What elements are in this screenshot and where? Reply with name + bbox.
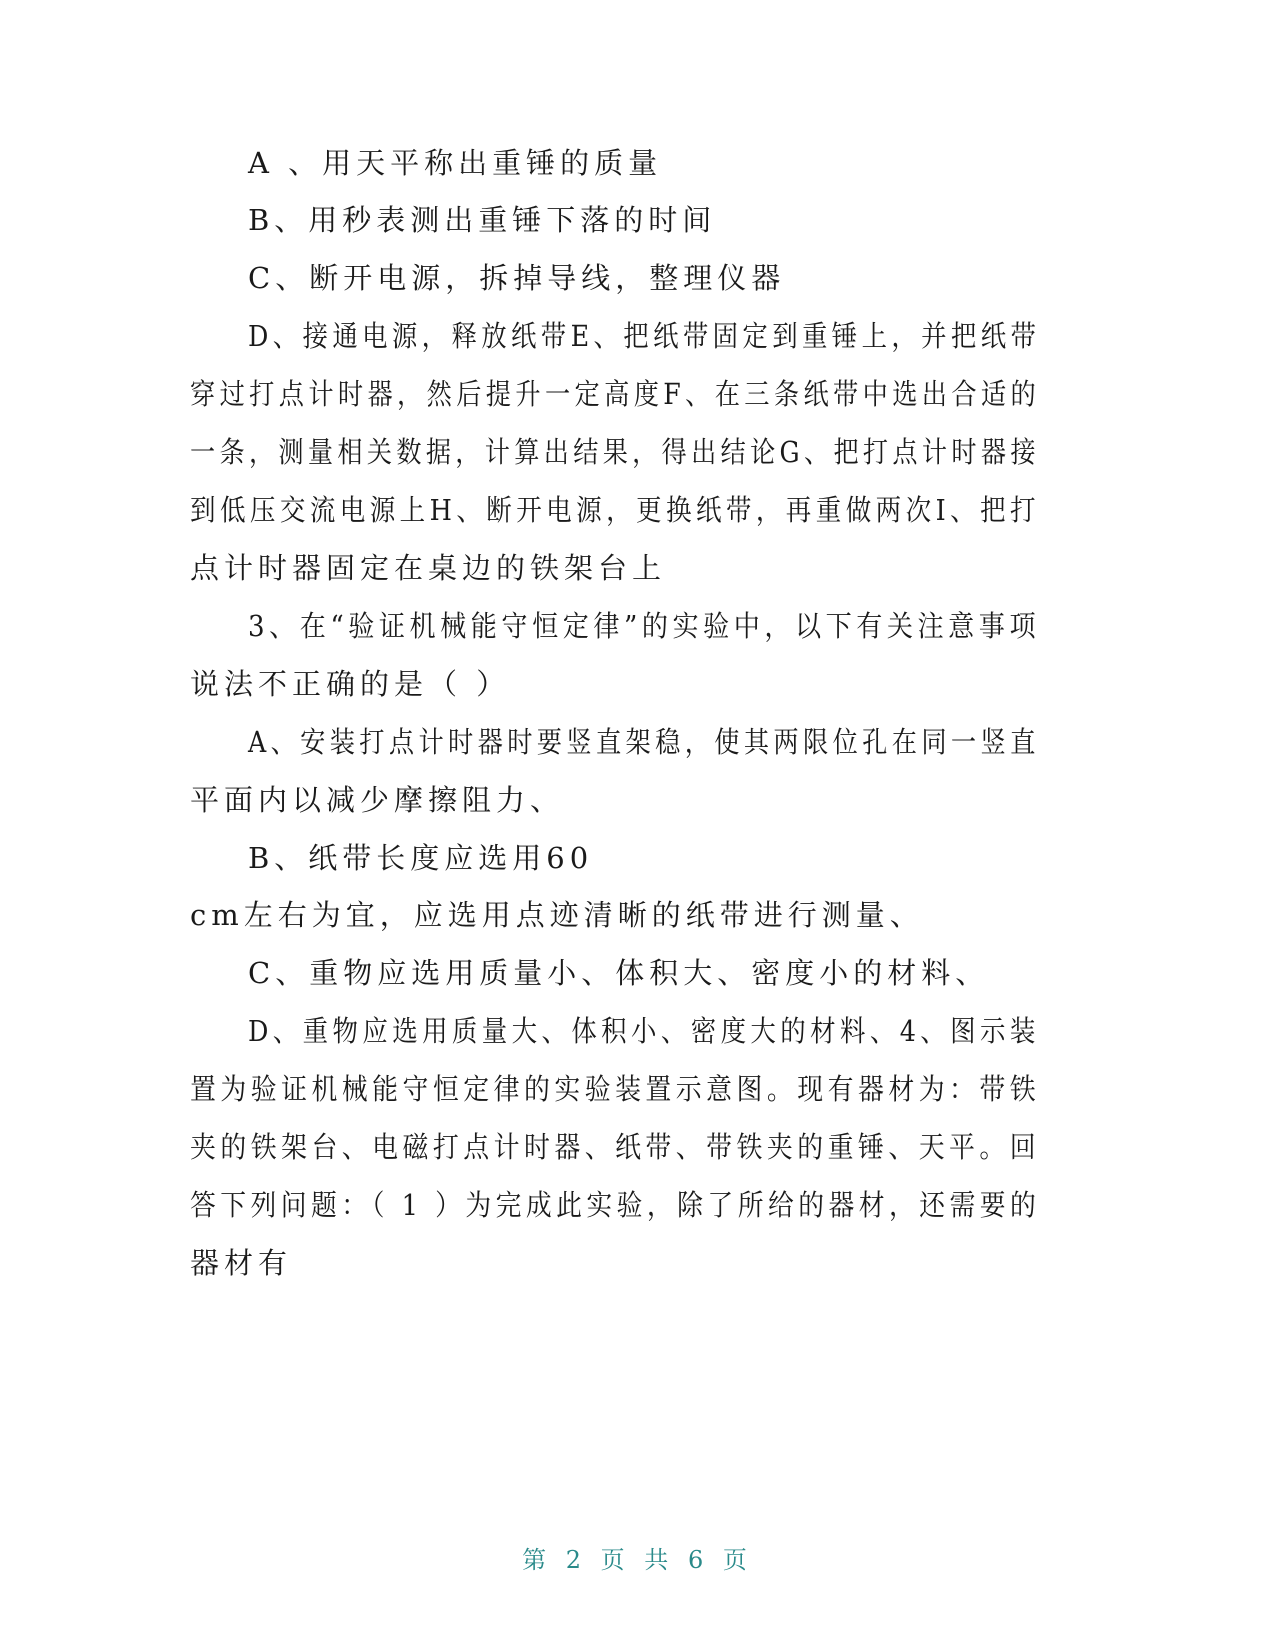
text-line: 置为验证机械能守恒定律的实验装置示意图。现有器材为：带铁 — [190, 1072, 1041, 1106]
text-line: 3、在“验证机械能守恒定律”的实验中，以下有关注意事项 — [248, 609, 1041, 643]
text-line: cm左右为宜，应选用点迹清晰的纸带进行测量、 — [190, 898, 924, 932]
text-line: A 、用天平称出重锤的质量 — [248, 146, 663, 180]
text-line: C、断开电源，拆掉导线，整理仪器 — [248, 261, 786, 295]
text-line: 一条，测量相关数据，计算出结果，得出结论G、把打点计时器接 — [190, 435, 1040, 469]
text-line: B、纸带长度应选用60 — [248, 841, 594, 875]
text-line: 答下列问题：（ 1 ）为完成此实验，除了所给的器材，还需要的 — [190, 1188, 1041, 1222]
text-line: A、安装打点计时器时要竖直架稳，使其两限位孔在同一竖直 — [248, 725, 1040, 759]
text-line: 平面内以减少摩擦阻力、 — [190, 783, 565, 817]
text-line: 说法不正确的是（ ） — [190, 667, 511, 701]
text-line: 点计时器固定在桌边的铁架台上 — [190, 551, 667, 585]
text-line: 穿过打点计时器，然后提升一定高度F、在三条纸带中选出合适的 — [190, 377, 1041, 411]
text-line: D、接通电源，释放纸带E、把纸带固定到重锤上，并把纸带 — [248, 319, 1041, 353]
text-line: 器材有 — [190, 1246, 293, 1280]
text-line: 到低压交流电源上H、断开电源，更换纸带，再重做两次I、把打 — [190, 493, 1040, 527]
text-line: C、重物应选用质量小、体积大、密度小的材料、 — [248, 956, 990, 990]
text-line: 夹的铁架台、电磁打点计时器、纸带、带铁夹的重锤、天平。回 — [190, 1130, 1041, 1164]
page-number-footer: 第 2 页 共 6 页 — [522, 1546, 753, 1574]
text-line: B、用秒表测出重锤下落的时间 — [248, 203, 717, 237]
text-line: D、重物应选用质量大、体积小、密度大的材料、4、图示装 — [248, 1014, 1040, 1048]
